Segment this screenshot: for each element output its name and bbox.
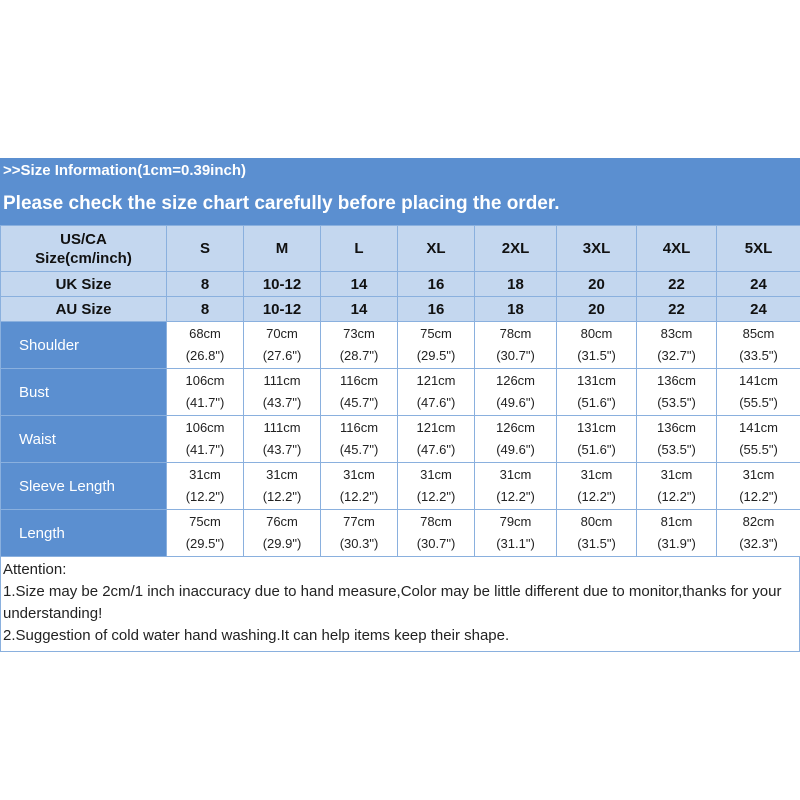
sleeve-length-cell <box>475 463 557 510</box>
inch-value: (41.7") <box>185 442 225 457</box>
bust-cell <box>167 369 244 416</box>
inch-value: (27.6") <box>262 348 302 363</box>
cm-value: 70cm <box>266 326 298 341</box>
uk-size-cell: 14 <box>321 272 398 297</box>
cm-value: 31cm <box>660 467 693 482</box>
inch-value: (31.9") <box>657 536 696 551</box>
sleeve-length-cell <box>167 463 244 510</box>
shoulder-cell <box>321 322 398 369</box>
au-size-cell: 20 <box>557 297 637 322</box>
length-cell <box>244 510 321 557</box>
cm-value: 73cm <box>343 326 375 341</box>
cm-value: 85cm <box>742 326 775 341</box>
au-size-cell: 16 <box>398 297 475 322</box>
au-size-cell: 10-12 <box>244 297 321 322</box>
cm-value: 75cm <box>420 326 452 341</box>
inch-value: (49.6") <box>496 442 535 457</box>
waist-cell <box>637 416 717 463</box>
sleeve-length-cell <box>321 463 398 510</box>
waist-cell <box>475 416 557 463</box>
cm-value: 131cm <box>576 420 617 435</box>
au-size-label: AU Size <box>1 297 167 322</box>
uk-size-cell: 22 <box>637 272 717 297</box>
inch-value: (41.7") <box>185 395 225 410</box>
cm-value: 31cm <box>189 467 221 482</box>
waist-row <box>1 416 800 463</box>
inch-value: (12.2") <box>739 489 778 504</box>
sleeve-length-cell <box>557 463 637 510</box>
bust-row <box>1 369 800 416</box>
sleeve-length-cell <box>717 463 800 510</box>
size-chart <box>0 158 800 652</box>
inch-value: (55.5") <box>739 395 778 410</box>
cm-value: 116cm <box>339 420 379 435</box>
cm-value: 83cm <box>660 326 693 341</box>
sleeve-length-cell <box>398 463 475 510</box>
size-info-header: >>Size Information(1cm=0.39inch) <box>0 158 800 183</box>
shoulder-row <box>1 322 800 369</box>
cm-value: 76cm <box>266 514 298 529</box>
waist-cell <box>557 416 637 463</box>
shoulder-cell <box>244 322 321 369</box>
inch-value: (28.7") <box>339 348 379 363</box>
bust-cell <box>244 369 321 416</box>
cm-value: 136cm <box>656 420 697 435</box>
shoulder-cell <box>557 322 637 369</box>
inch-value: (29.5") <box>416 348 456 363</box>
size-3xl-header: 3XL <box>557 226 637 272</box>
cm-value: 78cm <box>420 514 452 529</box>
cm-value: 141cm <box>738 373 779 388</box>
inch-value: (53.5") <box>657 395 696 410</box>
inch-value: (45.7") <box>339 442 379 457</box>
sleeve-length-cell <box>244 463 321 510</box>
waist-label: Waist <box>1 416 167 463</box>
waist-cell <box>321 416 398 463</box>
inch-value: (12.2") <box>416 489 456 504</box>
size-5xl-header: 5XL <box>717 226 800 272</box>
inch-value: (47.6") <box>416 395 456 410</box>
cm-value: 78cm <box>499 326 532 341</box>
us-ca-size-header <box>1 226 167 272</box>
au-size-cell: 14 <box>321 297 398 322</box>
inch-value: (12.2") <box>262 489 302 504</box>
cm-value: 31cm <box>580 467 613 482</box>
bust-cell <box>321 369 398 416</box>
waist-cell <box>398 416 475 463</box>
length-cell <box>637 510 717 557</box>
cm-value: 77cm <box>343 514 375 529</box>
inch-value: (43.7") <box>262 442 302 457</box>
sleeve-length-cell <box>637 463 717 510</box>
inch-value: (45.7") <box>339 395 379 410</box>
bust-cell <box>717 369 800 416</box>
inch-value: (12.2") <box>496 489 535 504</box>
size-unit-label: Size(cm/inch) <box>35 249 132 267</box>
inch-value: (30.3") <box>339 536 379 551</box>
inch-value: (55.5") <box>739 442 778 457</box>
cm-value: 126cm <box>495 373 536 388</box>
bust-cell <box>398 369 475 416</box>
inch-value: (51.6") <box>577 442 616 457</box>
length-label: Length <box>1 510 167 557</box>
inch-value: (47.6") <box>416 442 456 457</box>
shoulder-cell <box>637 322 717 369</box>
inch-value: (32.3") <box>739 536 778 551</box>
uk-size-cell: 20 <box>557 272 637 297</box>
cm-value: 121cm <box>416 420 456 435</box>
shoulder-cell <box>167 322 244 369</box>
cm-value: 31cm <box>420 467 452 482</box>
attention-note-2: 2.Suggestion of cold water hand washing.It can help items keep their shape. <box>3 627 510 644</box>
waist-cell <box>244 416 321 463</box>
bust-cell <box>475 369 557 416</box>
inch-value: (33.5") <box>739 348 778 363</box>
us-ca-label: US/CA <box>60 230 107 248</box>
length-row <box>1 510 800 557</box>
inch-value: (29.9") <box>262 536 302 551</box>
inch-value: (49.6") <box>496 395 535 410</box>
cm-value: 31cm <box>343 467 375 482</box>
inch-value: (31.5") <box>577 536 616 551</box>
cm-value: 31cm <box>742 467 775 482</box>
cm-value: 111cm <box>263 373 301 388</box>
size-table-body <box>1 226 800 557</box>
cm-value: 106cm <box>185 373 225 388</box>
cm-value: 106cm <box>185 420 225 435</box>
order-notice-header: Please check the size chart carefully before placing the order. <box>0 183 800 225</box>
length-cell <box>475 510 557 557</box>
size-header-row <box>1 226 800 272</box>
cm-value: 116cm <box>339 373 379 388</box>
length-cell <box>717 510 800 557</box>
cm-value: 80cm <box>580 514 613 529</box>
size-m-header: M <box>244 226 321 272</box>
bust-cell <box>557 369 637 416</box>
cm-value: 81cm <box>660 514 693 529</box>
size-l-header: L <box>321 226 398 272</box>
sleeve-length-row <box>1 463 800 510</box>
cm-value: 121cm <box>416 373 456 388</box>
cm-value: 136cm <box>656 373 697 388</box>
inch-value: (12.2") <box>339 489 379 504</box>
cm-value: 80cm <box>580 326 613 341</box>
bust-label: Bust <box>1 369 167 416</box>
waist-cell <box>717 416 800 463</box>
uk-size-row <box>1 272 800 297</box>
inch-value: (51.6") <box>577 395 616 410</box>
inch-value: (29.5") <box>185 536 225 551</box>
shoulder-cell <box>475 322 557 369</box>
au-size-cell: 8 <box>167 297 244 322</box>
length-cell <box>321 510 398 557</box>
length-cell <box>557 510 637 557</box>
au-size-row <box>1 297 800 322</box>
inch-value: (30.7") <box>496 348 535 363</box>
length-cell <box>167 510 244 557</box>
uk-size-cell: 18 <box>475 272 557 297</box>
uk-size-cell: 10-12 <box>244 272 321 297</box>
cm-value: 75cm <box>189 514 221 529</box>
uk-size-label: UK Size <box>1 272 167 297</box>
inch-value: (12.2") <box>657 489 696 504</box>
inch-value: (12.2") <box>185 489 225 504</box>
shoulder-cell <box>398 322 475 369</box>
cm-value: 79cm <box>499 514 532 529</box>
inch-value: (31.1") <box>496 536 535 551</box>
cm-value: 31cm <box>266 467 298 482</box>
inch-value: (53.5") <box>657 442 696 457</box>
inch-value: (26.8") <box>185 348 225 363</box>
waist-cell <box>167 416 244 463</box>
bust-cell <box>637 369 717 416</box>
size-s-header: S <box>167 226 244 272</box>
uk-size-cell: 8 <box>167 272 244 297</box>
cm-value: 82cm <box>742 514 775 529</box>
size-4xl-header: 4XL <box>637 226 717 272</box>
length-cell <box>398 510 475 557</box>
inch-value: (30.7") <box>416 536 456 551</box>
attention-title: Attention: <box>3 561 67 578</box>
sleeve-length-label: Sleeve Length <box>1 463 167 510</box>
size-table <box>0 225 800 557</box>
inch-value: (43.7") <box>262 395 302 410</box>
attention-notes <box>0 557 800 652</box>
au-size-cell: 22 <box>637 297 717 322</box>
shoulder-cell <box>717 322 800 369</box>
cm-value: 126cm <box>495 420 536 435</box>
au-size-cell: 24 <box>717 297 800 322</box>
size-xl-header: XL <box>398 226 475 272</box>
uk-size-cell: 16 <box>398 272 475 297</box>
cm-value: 68cm <box>189 326 221 341</box>
size-2xl-header: 2XL <box>475 226 557 272</box>
cm-value: 131cm <box>576 373 617 388</box>
attention-note-1: 1.Size may be 2cm/1 inch inaccuracy due to hand measure,Color may be little different due to monitor,thanks for your understanding! <box>3 583 782 622</box>
inch-value: (12.2") <box>577 489 616 504</box>
cm-value: 111cm <box>263 420 301 435</box>
shoulder-label: Shoulder <box>1 322 167 369</box>
cm-value: 31cm <box>499 467 532 482</box>
cm-value: 141cm <box>738 420 779 435</box>
uk-size-cell: 24 <box>717 272 800 297</box>
inch-value: (32.7") <box>657 348 696 363</box>
inch-value: (31.5") <box>577 348 616 363</box>
au-size-cell: 18 <box>475 297 557 322</box>
